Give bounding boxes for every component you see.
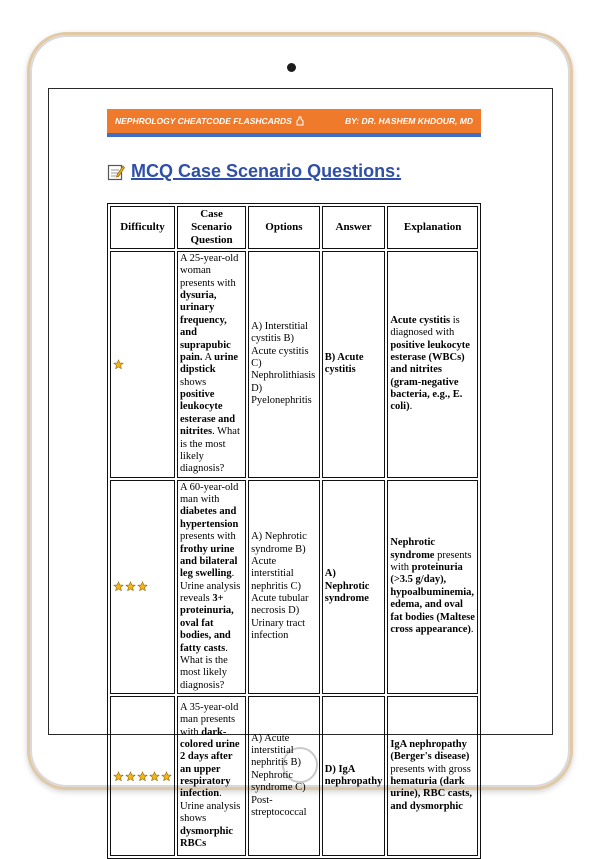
bold-text-run: dysmorphic RBCs <box>180 825 234 849</box>
text-run: . Urine analysis reveals <box>180 568 241 605</box>
explanation-cell <box>387 251 478 478</box>
bold-text-run: IgA nephropathy (Berger's disease) <box>390 738 470 763</box>
mcq-table <box>107 203 481 859</box>
difficulty-cell <box>110 480 175 694</box>
bold-text-run: dysuria, urinary frequency, and suprapubic pain. <box>180 290 231 363</box>
case-cell <box>177 251 246 478</box>
text-run: presents with gross <box>390 763 471 775</box>
bold-text-run: 3+ proteinuria, oval fat bodies, and fatty casts <box>180 593 234 654</box>
text-run: . What is the most likely diagnosis? <box>180 426 240 475</box>
star-rating <box>113 581 172 592</box>
banner-brand <box>115 116 305 126</box>
table-row <box>110 480 478 694</box>
bold-text-run: Acute cystitis <box>390 314 451 326</box>
bold-text-run: urine dipstick <box>180 351 239 376</box>
bold-text-run: Nephrotic syndrome <box>390 537 436 561</box>
text-run: . <box>409 401 413 413</box>
star-icon <box>137 581 148 592</box>
star-icon <box>113 771 124 782</box>
bold-text-run: diabetes and hypertension <box>180 506 239 530</box>
star-rating <box>113 359 172 370</box>
options-cell: A) Nephrotic syndrome B) Acute interstitial nephritis C) Acute tubular necrosis D) Urinary tract infection <box>248 480 320 694</box>
text-run: . Urine analysis shows <box>180 788 241 825</box>
memo-icon <box>107 163 125 181</box>
text-run: . <box>470 623 474 635</box>
banner-left-text: NEPHROLOGY CHEATCODE FLASHCARDS <box>115 116 292 126</box>
bold-text-run: positive leukocyte esterase (WBCs) and nitrites (gram-negative bacteria, e.g., E. coli) <box>390 339 470 413</box>
case-cell <box>177 696 246 856</box>
answer-cell: D) IgA nephropathy <box>322 696 386 856</box>
text-run: A 35-year-old man presents with <box>180 701 239 738</box>
document-page <box>48 88 553 849</box>
text-run: A <box>202 351 215 363</box>
star-icon <box>149 771 160 782</box>
star-icon <box>113 581 124 592</box>
text-run: shows <box>180 376 207 388</box>
answer-cell: B) Acute cystitis <box>322 251 386 478</box>
options-cell: A) Acute interstitial nephritis B) Nephrotic syndrome C) Post-streptococcal <box>248 696 320 856</box>
case-cell <box>177 480 246 694</box>
text-run: A 25-year-old woman presents with <box>180 252 239 289</box>
banner-author: BY: DR. HASHEM KHDOUR, MD <box>345 116 473 126</box>
star-icon <box>125 771 136 782</box>
table-row <box>110 251 478 478</box>
star-icon <box>161 771 172 782</box>
header-options: Options <box>248 206 320 249</box>
star-icon <box>125 581 136 592</box>
header-banner <box>107 109 481 137</box>
section-heading <box>107 161 401 182</box>
text-run: A 60-year-old man with <box>180 481 239 506</box>
bold-text-run: proteinuria (>3.5 g/day), hypoalbuminemia, edema, and oval fat bodies (Maltese cross appearance) <box>390 562 475 635</box>
star-icon <box>113 359 124 370</box>
table-row <box>110 696 478 856</box>
difficulty-cell <box>110 696 175 856</box>
camera-dot <box>287 63 296 72</box>
header-case: Case Scenario Question <box>177 206 246 249</box>
difficulty-cell <box>110 251 175 478</box>
text-run: presents with <box>390 549 472 574</box>
explanation-cell <box>387 480 478 694</box>
text-run: presents with <box>180 531 236 543</box>
header-answer: Answer <box>322 206 386 249</box>
bold-text-run: hematuria (dark urine), RBC casts, and dysmorphic <box>390 776 472 812</box>
answer-cell: A) Nephrotic syndrome <box>322 480 386 694</box>
page-title: MCQ Case Scenario Questions: <box>131 161 402 181</box>
explanation-cell <box>387 696 478 856</box>
text-run: . What is the most likely diagnosis? <box>180 642 228 691</box>
text-run: is diagnosed with <box>390 314 460 339</box>
bold-text-run: dark-colored urine 2 days after an upper respiratory infection <box>180 726 240 800</box>
header-difficulty: Difficulty <box>110 206 175 249</box>
star-icon <box>137 771 148 782</box>
header-explanation: Explanation <box>387 206 478 249</box>
table-header-row <box>110 206 478 249</box>
bold-text-run: frothy urine and bilateral leg swelling <box>180 543 238 580</box>
bottle-icon <box>295 116 305 126</box>
bold-text-run: positive leukocyte esterase and nitrites <box>180 389 236 438</box>
options-cell: A) Interstitial cystitis B) Acute cystitis C) Nephrolithiasis D) Pyelonephritis <box>248 251 320 478</box>
star-rating <box>113 771 172 782</box>
